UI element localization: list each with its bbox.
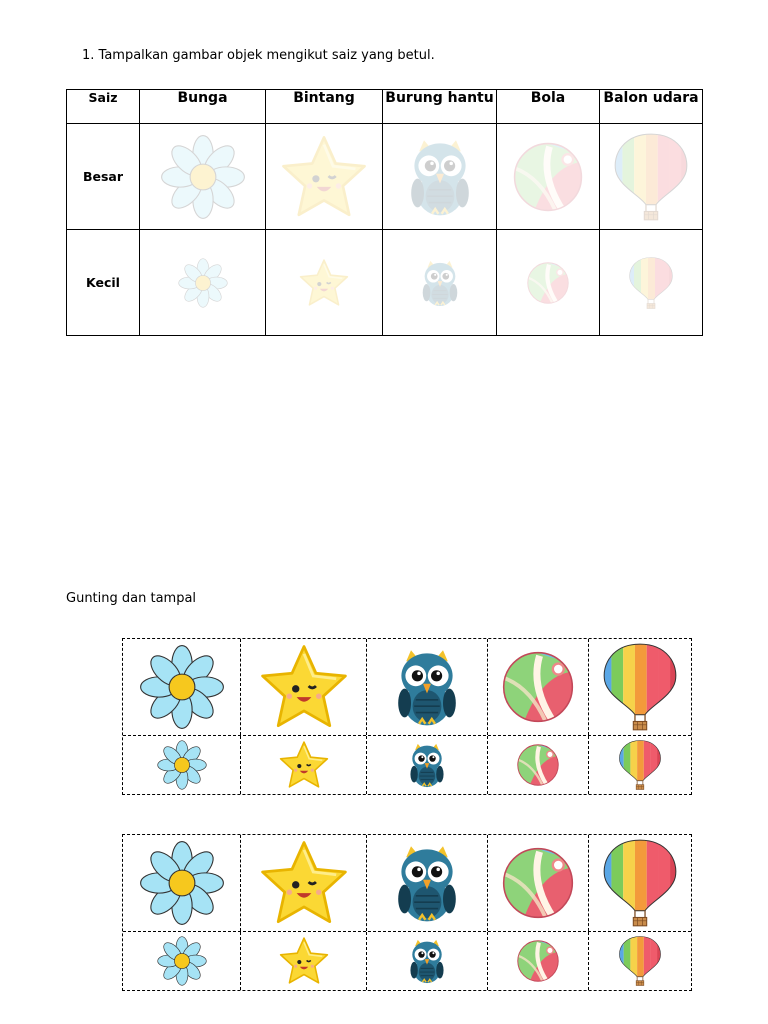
cutout-small-ball[interactable] bbox=[487, 736, 588, 794]
cutout-small-balloon[interactable] bbox=[588, 932, 691, 990]
cutout-large-flower[interactable] bbox=[123, 639, 240, 735]
owl-icon bbox=[400, 132, 480, 222]
cutout-large-balloon[interactable] bbox=[588, 835, 691, 931]
header-burung-hantu: Burung hantu bbox=[383, 90, 497, 124]
header-bintang: Bintang bbox=[266, 90, 383, 124]
size-table bbox=[66, 89, 703, 336]
cell-besar-bola[interactable] bbox=[497, 124, 600, 230]
ball-icon bbox=[499, 648, 577, 726]
cutout-row-small bbox=[123, 931, 691, 990]
star-icon bbox=[258, 837, 350, 929]
star-icon bbox=[278, 935, 330, 987]
cutout-small-balloon[interactable] bbox=[588, 736, 691, 794]
hot-air-balloon-icon bbox=[609, 130, 693, 224]
cutout-sheet-1 bbox=[122, 638, 692, 795]
cutout-large-ball[interactable] bbox=[487, 835, 588, 931]
ball-icon bbox=[510, 139, 586, 215]
cell-besar-burung-hantu[interactable] bbox=[383, 124, 497, 230]
cutout-large-ball[interactable] bbox=[487, 639, 588, 735]
hot-air-balloon-icon bbox=[616, 738, 664, 792]
instruction-text: 1. Tampalkan gambar objek mengikut saiz yang betul. bbox=[82, 48, 435, 63]
owl-icon bbox=[404, 738, 450, 792]
star-icon bbox=[258, 641, 350, 733]
row-label-kecil: Kecil bbox=[67, 230, 140, 336]
star-icon bbox=[298, 257, 350, 309]
flower-icon bbox=[155, 131, 251, 223]
star-icon bbox=[279, 132, 369, 222]
row-label-besar: Besar bbox=[67, 124, 140, 230]
flower-icon bbox=[135, 641, 229, 733]
cutout-large-flower[interactable] bbox=[123, 835, 240, 931]
cutout-small-flower[interactable] bbox=[123, 736, 240, 794]
cell-kecil-bola[interactable] bbox=[497, 230, 600, 336]
cutout-large-star[interactable] bbox=[240, 639, 366, 735]
flower-icon bbox=[154, 934, 210, 988]
hot-air-balloon-icon bbox=[598, 640, 682, 734]
flower-icon bbox=[175, 256, 231, 310]
ball-icon bbox=[499, 844, 577, 922]
cutout-small-owl[interactable] bbox=[366, 932, 487, 990]
hot-air-balloon-icon bbox=[626, 255, 676, 311]
cell-besar-balon-udara[interactable] bbox=[600, 124, 703, 230]
cutout-row-small bbox=[123, 735, 691, 794]
header-bunga: Bunga bbox=[140, 90, 266, 124]
ball-icon bbox=[515, 938, 561, 984]
owl-icon bbox=[387, 836, 467, 930]
cell-kecil-balon-udara[interactable] bbox=[600, 230, 703, 336]
cell-besar-bintang[interactable] bbox=[266, 124, 383, 230]
cell-kecil-bunga[interactable] bbox=[140, 230, 266, 336]
hot-air-balloon-icon bbox=[616, 934, 664, 988]
flower-icon bbox=[135, 837, 229, 929]
star-icon bbox=[278, 739, 330, 791]
cutout-small-owl[interactable] bbox=[366, 736, 487, 794]
cutout-large-balloon[interactable] bbox=[588, 639, 691, 735]
header-balon-udara: Balon udara bbox=[600, 90, 703, 124]
cutout-sheet-2 bbox=[122, 834, 692, 991]
cutout-small-star[interactable] bbox=[240, 736, 366, 794]
header-bola: Bola bbox=[497, 90, 600, 124]
cutout-row-large bbox=[123, 835, 691, 931]
owl-icon bbox=[416, 257, 464, 309]
cutout-row-large bbox=[123, 639, 691, 735]
cutout-small-ball[interactable] bbox=[487, 932, 588, 990]
cutout-small-flower[interactable] bbox=[123, 932, 240, 990]
header-saiz: Saiz bbox=[67, 90, 140, 124]
flower-icon bbox=[154, 738, 210, 792]
cell-kecil-bintang[interactable] bbox=[266, 230, 383, 336]
owl-icon bbox=[387, 640, 467, 734]
cutout-large-owl[interactable] bbox=[366, 639, 487, 735]
cutout-small-star[interactable] bbox=[240, 932, 366, 990]
cutout-large-star[interactable] bbox=[240, 835, 366, 931]
ball-icon bbox=[515, 742, 561, 788]
hot-air-balloon-icon bbox=[598, 836, 682, 930]
cell-kecil-burung-hantu[interactable] bbox=[383, 230, 497, 336]
cutout-large-owl[interactable] bbox=[366, 835, 487, 931]
ball-icon bbox=[525, 260, 571, 306]
cut-and-paste-title: Gunting dan tampal bbox=[66, 591, 197, 606]
cell-besar-bunga[interactable] bbox=[140, 124, 266, 230]
owl-icon bbox=[404, 934, 450, 988]
